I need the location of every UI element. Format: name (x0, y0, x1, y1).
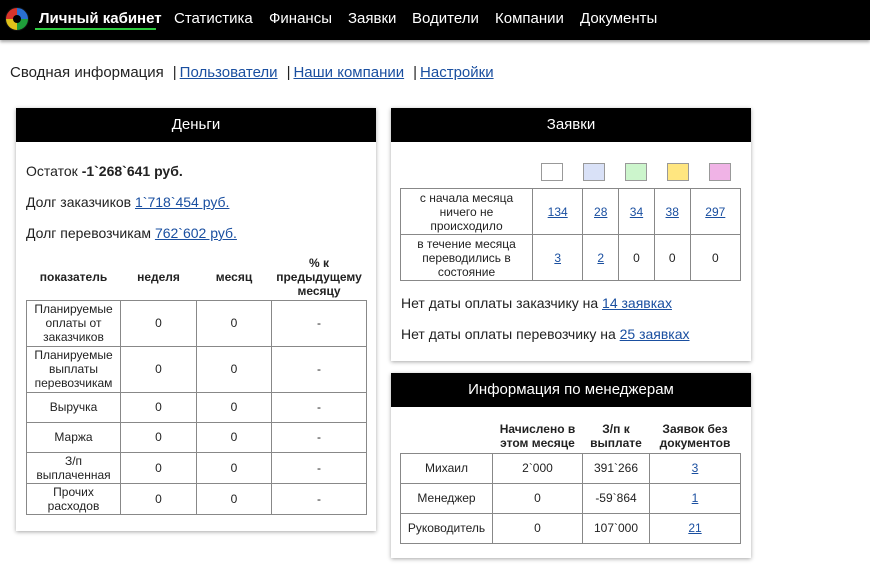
row-label: в течение месяца переводились в состояние (401, 235, 533, 281)
row-label: Маржа (27, 422, 121, 452)
cell-value: 0 (197, 422, 272, 452)
status-count-link[interactable]: 134 (547, 204, 568, 219)
status-color-swatch (541, 163, 563, 181)
col-header-salary: З/п к выплате (590, 421, 642, 450)
top-navbar (0, 0, 870, 40)
no-pay-carrier-link[interactable]: 25 заявках (619, 326, 690, 342)
subnav-current-summary: Сводная информация (10, 64, 164, 81)
no-pay-carrier-line (401, 326, 690, 342)
status-color-swatch (583, 163, 605, 181)
table-row (27, 452, 367, 483)
cell-value: 0 (121, 422, 197, 452)
no-pay-customer-line (401, 295, 672, 311)
cell-value: 0 (197, 392, 272, 422)
no-pay-carrier-label: Нет даты оплаты перевозчику на (401, 326, 620, 342)
status-count-cell (533, 235, 583, 281)
status-color-swatch (667, 163, 689, 181)
table-row (27, 422, 367, 452)
cell-value: 0 (197, 452, 272, 483)
nav-finance[interactable]: Финансы (269, 10, 332, 27)
table-row (401, 189, 741, 235)
carrier-debt-label: Долг перевозчикам (26, 225, 155, 241)
carrier-debt-link[interactable]: 762`602 руб. (154, 225, 237, 241)
row-label: Прочих расходов (27, 483, 121, 514)
manager-no-docs-link[interactable]: 1 (691, 491, 699, 505)
customer-debt-label: Долг заказчиков (26, 194, 136, 210)
table-row (27, 300, 367, 346)
col-header-month: месяц (215, 269, 253, 284)
row-label: Планируемые оплаты от заказчиков (27, 300, 121, 346)
manager-name: Менеджер (401, 483, 493, 513)
status-count-link[interactable]: 34 (629, 204, 644, 219)
nav-personal-cabinet[interactable]: Личный кабинет (39, 10, 162, 27)
status-count-link[interactable]: 297 (705, 204, 726, 219)
col-header-accrued: Начислено в этом месяце (499, 421, 576, 450)
cell-value: - (272, 483, 367, 514)
customer-debt-link[interactable]: 1`718`454 руб. (135, 194, 230, 210)
balance-line (26, 163, 183, 179)
carrier-debt-line (26, 225, 237, 241)
status-color-swatch (625, 163, 647, 181)
cell-value: - (272, 452, 367, 483)
manager-name: Руководитель (401, 513, 493, 543)
money-indicators-table (26, 254, 367, 515)
col-header-manager (401, 419, 493, 453)
status-count-cell: 0 (654, 235, 690, 281)
no-pay-customer-link[interactable]: 14 заявках (602, 295, 672, 311)
manager-no-docs-link[interactable]: 3 (691, 461, 699, 475)
status-color-swatch (709, 163, 731, 181)
money-panel (16, 108, 376, 531)
table-row (27, 483, 367, 514)
cell-value: - (272, 392, 367, 422)
nav-drivers[interactable]: Водители (412, 10, 479, 27)
managers-table (400, 419, 741, 544)
subnav-link-settings[interactable]: Настройки (420, 64, 494, 81)
cell-value: 0 (121, 300, 197, 346)
manager-salary: 107`000 (583, 513, 650, 543)
status-count-cell (654, 189, 690, 235)
status-count-cell (690, 189, 740, 235)
row-label: Выручка (27, 392, 121, 422)
manager-salary: -59`864 (583, 483, 650, 513)
manager-salary: 391`266 (583, 453, 650, 483)
cell-value: - (272, 300, 367, 346)
status-count-link[interactable]: 3 (554, 250, 562, 265)
sub-navigation (10, 64, 494, 81)
manager-accrued: 0 (493, 513, 583, 543)
status-count-cell (619, 189, 655, 235)
cell-value: - (272, 346, 367, 392)
money-panel-title: Деньги (16, 108, 376, 142)
status-count-cell (533, 189, 583, 235)
managers-panel-title: Информация по менеджерам (391, 373, 751, 407)
status-count-cell (583, 189, 619, 235)
col-header-week: неделя (137, 269, 180, 284)
no-pay-customer-label: Нет даты оплаты заказчику на (401, 295, 603, 311)
table-row (401, 483, 741, 513)
managers-panel (391, 373, 751, 558)
balance-value: -1`268`641 руб. (81, 163, 183, 179)
row-label: З/п выплаченная (27, 452, 121, 483)
row-label: с начала месяца ничего не происходило (401, 189, 533, 235)
cell-value: 0 (121, 483, 197, 514)
status-count-cell (583, 235, 619, 281)
col-header-no-docs: Заявок без документов (659, 421, 731, 450)
status-count-cell: 0 (619, 235, 655, 281)
orders-status-table (400, 188, 741, 281)
table-row (401, 235, 741, 281)
subnav-separator: | (172, 64, 177, 81)
cell-value: 0 (197, 483, 272, 514)
subnav-separator: | (286, 64, 291, 81)
status-count-cell: 0 (690, 235, 740, 281)
nav-orders[interactable]: Заявки (348, 10, 397, 27)
table-row (401, 453, 741, 483)
cell-value: 0 (197, 300, 272, 346)
manager-no-docs-link[interactable]: 21 (688, 521, 702, 535)
cell-value: 0 (121, 452, 197, 483)
cell-value: - (272, 422, 367, 452)
active-nav-underline (35, 28, 156, 30)
nav-companies[interactable]: Компании (495, 10, 564, 27)
table-row (401, 513, 741, 543)
nav-documents[interactable]: Документы (580, 10, 658, 27)
table-row (27, 346, 367, 392)
cell-value: 0 (197, 346, 272, 392)
status-count-link[interactable]: 2 (597, 250, 605, 265)
col-header-indicator: показатель (39, 269, 108, 284)
row-label: Планируемые выплаты перевозчикам (27, 346, 121, 392)
app-logo-icon[interactable] (5, 7, 29, 31)
orders-panel-title: Заявки (391, 108, 751, 142)
subnav-link-our-companies[interactable]: Наши компании (293, 64, 405, 81)
manager-accrued: 0 (493, 483, 583, 513)
orders-panel (391, 108, 751, 361)
customer-debt-line (26, 194, 229, 210)
col-header-percent: % к предыдущему месяцу (276, 255, 362, 298)
manager-name: Михаил (401, 453, 493, 483)
manager-accrued: 2`000 (493, 453, 583, 483)
cell-value: 0 (121, 392, 197, 422)
subnav-separator: | (413, 64, 418, 81)
subnav-link-users[interactable]: Пользователи (179, 64, 278, 81)
cell-value: 0 (121, 346, 197, 392)
status-count-link[interactable]: 38 (665, 204, 679, 219)
table-row (27, 392, 367, 422)
nav-statistics[interactable]: Статистика (174, 10, 253, 27)
balance-label: Остаток (26, 163, 82, 179)
status-count-link[interactable]: 28 (594, 204, 608, 219)
